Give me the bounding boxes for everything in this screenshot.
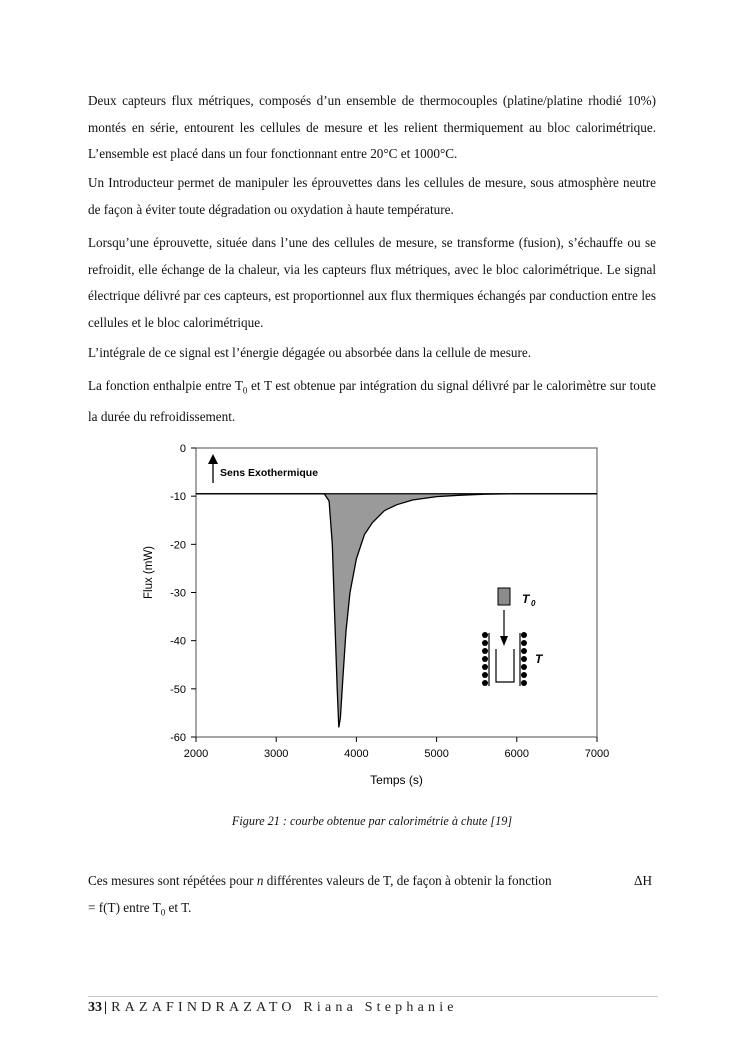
y-tick-label: -10	[170, 491, 186, 504]
x-tick-label: 7000	[584, 748, 610, 760]
thermocouple-dot	[521, 664, 527, 670]
thermocouple-dot	[521, 632, 527, 638]
plot-frame	[196, 448, 597, 737]
thermocouple-dot	[482, 648, 488, 654]
figure-caption: Figure 21 : courbe obtenue par calorimétrie à chute [19]	[231, 814, 513, 828]
page-footer	[88, 999, 458, 1017]
y-tick-label: -40	[170, 635, 186, 648]
x-tick-label: 3000	[263, 748, 289, 760]
x-tick-label: 4000	[344, 748, 369, 760]
page-number: 33	[88, 1000, 102, 1015]
mesures-sub-0: 0	[160, 907, 166, 918]
thermocouple-dot	[482, 672, 488, 678]
y-tick-label: -50	[170, 683, 186, 696]
t0-sub: 0	[531, 599, 536, 608]
mesures-text-3: = f(T) entre T	[88, 900, 161, 915]
paragraph-mesures-line2	[88, 895, 656, 926]
y-tick-label: -60	[170, 732, 186, 744]
paragraph-integrale: L’intégrale de ce signal est l’énergie dégagée ou absorbée dans la cellule de mesure.	[88, 345, 532, 360]
y-tick-label: -20	[170, 539, 186, 552]
thermocouple-dot	[482, 664, 488, 670]
thermocouple-dot	[521, 648, 527, 654]
y-tick-label: 0	[179, 443, 186, 455]
thermocouple-dot	[521, 672, 527, 678]
t-label: T	[535, 652, 543, 666]
paragraph-capteurs: Deux capteurs flux métriques, composés d’un ensemble de thermocouples (platine/platine rhodié 10%) montés en série, entourent les cellules de mesure et les relient thermiquement au bloc calorimétrique. L’ensemble est placé dans un four fonctionnant entre 20°C et 1000°C.	[88, 93, 656, 161]
paragraph-enthalpie	[88, 373, 656, 431]
thermocouple-dot	[521, 640, 527, 646]
x-axis-label: Temps (s)	[370, 773, 423, 787]
paragraph-eprouvette: Lorsqu’une éprouvette, située dans l’une des cellules de mesure, se transforme (fusion), s’échauffe ou se refroidit, elle échange de la chaleur, via les capteurs flux métriques, avec le bloc calorimétrique. Le signal électrique délivré par ces capteurs, est proportionnel aux flux thermiques échangés par conduction entre les cellules et le bloc calorimétrique.	[88, 235, 656, 330]
paragraph-introducteur: Un Introducteur permet de manipuler les éprouvettes dans les cellules de mesure, sous atmosphère neutre de façon à éviter toute dégradation ou oxydation à haute température.	[88, 175, 656, 217]
thermocouple-dot	[482, 680, 488, 686]
x-tick-label: 5000	[424, 748, 449, 760]
y-axis-label: Flux (mW)	[143, 545, 155, 600]
mesures-n: n	[256, 873, 264, 888]
enthalpie-text-1: La fonction enthalpie entre T	[88, 378, 243, 393]
specimen-block	[498, 588, 510, 605]
thermocouple-dot	[521, 680, 527, 686]
exo-label: Sens Exothermique	[220, 467, 319, 479]
enthalpie-sub-0: 0	[242, 385, 248, 396]
paragraph-mesures	[88, 868, 668, 895]
thermocouple-dot	[482, 640, 488, 646]
thermocouple-dot	[521, 656, 527, 662]
mesures-text-4: et T.	[165, 900, 192, 915]
thermocouple-dot	[482, 632, 488, 638]
flux-chart	[130, 436, 620, 796]
delta-h-symbol: ΔH	[634, 873, 653, 888]
thermocouple-dot	[482, 656, 488, 662]
mesures-text-2: différentes valeurs de T, de façon à obtenir la fonction	[263, 873, 552, 888]
x-tick-label: 2000	[183, 748, 209, 760]
footer-rule	[88, 996, 658, 997]
mesures-text-1: Ces mesures sont répétées pour	[88, 873, 257, 888]
t0-label: T	[522, 592, 530, 606]
footer-author: RAZAFINDRAZATO Riana Stephanie	[111, 1000, 458, 1015]
y-tick-label: -30	[170, 587, 186, 600]
x-tick-label: 6000	[504, 748, 530, 760]
footer-separator: |	[104, 1000, 108, 1015]
enthalpie-text-2: et T est obtenue par intégration du signal délivré par le calorimètre sur toute la durée du refroidissement.	[88, 378, 656, 425]
